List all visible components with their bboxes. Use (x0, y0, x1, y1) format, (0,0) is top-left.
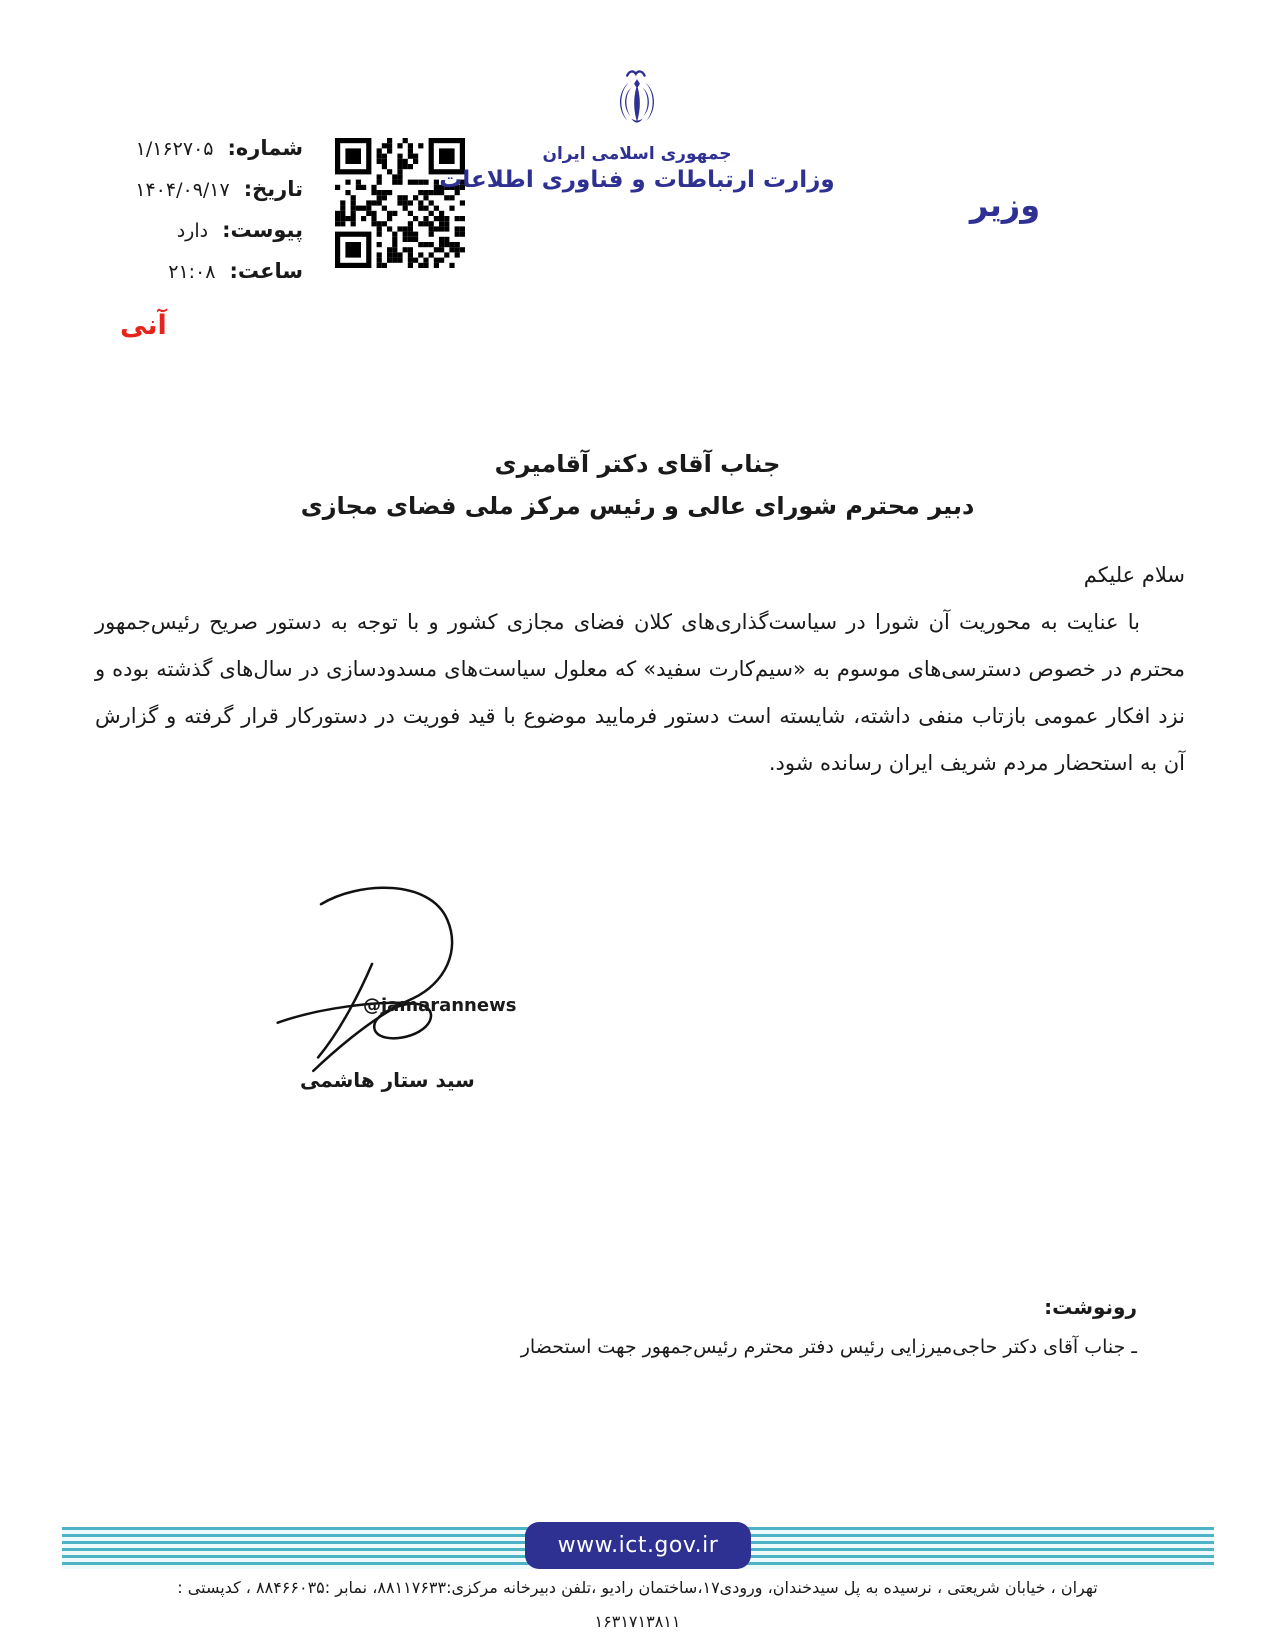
letterhead-crest (437, 68, 837, 193)
cc-block (437, 1292, 1137, 1362)
cc-label: رونوشت: (1044, 1295, 1137, 1319)
addressee-name: جناب آقای دکتر آقامیری (494, 450, 781, 478)
meta-row-date (135, 169, 303, 210)
salutation: سلام علیکم (1083, 563, 1185, 587)
letter-body: با عنایت به محوریت آن شورا در سیاست‌گذاری‌های کلان فضای مجازی کشور و با توجه به دستور صریح رئیس‌جمهور محترم در خصوص دسترسی‌های موسوم به «سیم‌کارت سفید» که معلول سیاست‌های مسدودسازی در سال‌های گذشته بوده و نزد افکار عمومی بازتاب منفی داشته، شایسته است دستور فرمایید موضوع با قید فوریت در دستورکار قرار گرفته و گزارش آن به استحضار مردم شریف ایران رسانده شود. (95, 610, 1185, 775)
meta-row-number (135, 128, 303, 169)
signer-name: سید ستار هاشمی (300, 1068, 475, 1092)
time-value: ۲۱:۰۸ (168, 261, 216, 283)
addressee-title: دبیر محترم شورای عالی و رئیس مرکز ملی فضای مجازی (300, 492, 975, 520)
signature-watermark: @jamarannews (363, 995, 517, 1016)
date-value: ۱۴۰۴/۰۹/۱۷ (135, 179, 230, 201)
iran-emblem-icon (608, 68, 666, 136)
footer-postal-code: ۱۶۳۱۷۱۳۸۱۱ (594, 1612, 681, 1631)
cc-item: ـ جناب آقای دکتر حاجی‌میرزایی رئیس دفتر محترم رئیس‌جمهور جهت استحضار (520, 1336, 1137, 1358)
signature-scribble (268, 843, 480, 1081)
minister-title: وزیر (969, 186, 1041, 224)
urgency-stamp: آنی (120, 310, 167, 341)
attachment-value: دارد (176, 220, 209, 242)
meta-row-time (135, 251, 303, 292)
time-label: ساعت: (229, 259, 303, 283)
republic-title: جمهوری اسلامی ایران (542, 144, 732, 164)
letter-body-block (95, 552, 1185, 787)
meta-row-attachment (135, 210, 303, 251)
date-label: تاریخ: (243, 177, 303, 201)
letter-meta-block (135, 128, 303, 292)
number-value: ۱/۱۶۲۷۰۵ (135, 138, 214, 160)
attachment-label: پیوست: (222, 218, 303, 242)
addressee-block (0, 443, 1275, 527)
website-link[interactable]: www.ict.gov.ir (525, 1522, 751, 1569)
number-label: شماره: (227, 136, 303, 160)
ministry-title: وزارت ارتباطات و فناوری اطلاعات (439, 167, 835, 193)
footer-address: تهران ، خیابان شریعتی ، نرسیده به پل سیدخندان، ورودی۱۷،ساختمان رادیو ،تلفن دبیرخانه مرکزی:۸۸۱۱۷۶۳۳، نمابر :۸۸۴۶۶۰۳۵ ، کدپستی : (177, 1578, 1098, 1597)
